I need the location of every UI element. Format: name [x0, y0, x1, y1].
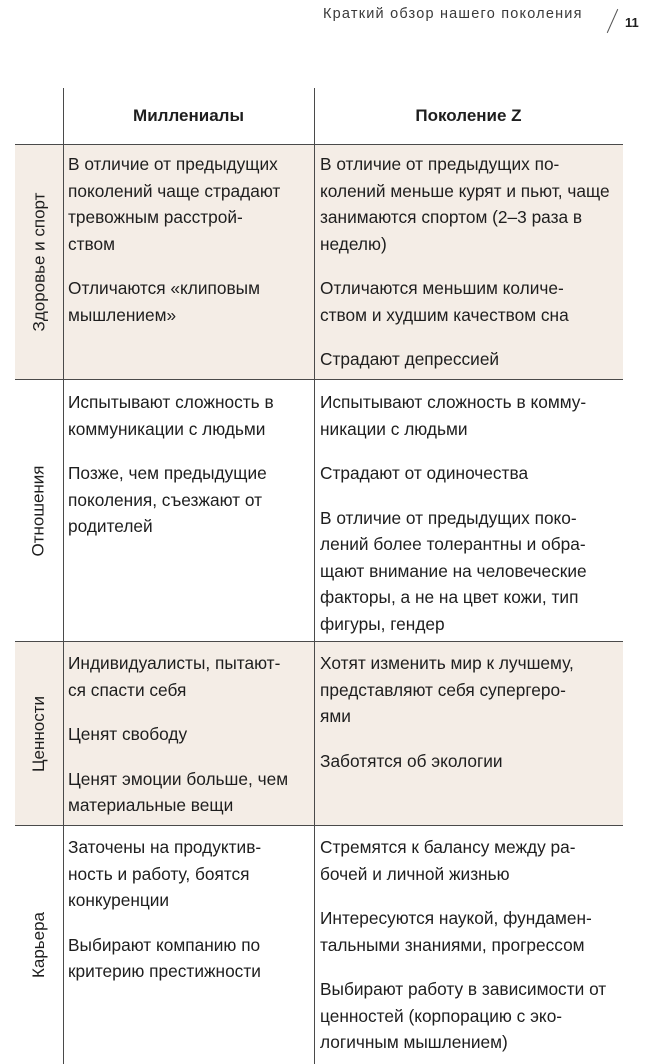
cell-millennials-health [68, 151, 310, 328]
cell-millennials-values [68, 650, 310, 819]
header-slash [607, 9, 618, 33]
row-label-text: Отношения [29, 464, 49, 557]
cell-genz-relationships [320, 389, 620, 637]
grid-line-middle [314, 88, 315, 1064]
row-label-relationships [15, 380, 63, 641]
cell-genz-values [320, 650, 620, 774]
grid-line-row3 [15, 825, 623, 826]
running-title: Краткий обзор нашего поколения [323, 6, 583, 22]
grid-line-category [63, 88, 64, 1064]
cell-text: Заботятся об экологии [320, 750, 503, 771]
cell-text: Отличаются меньшим количе- ством и худшим качеством сна [320, 278, 569, 325]
cell-millennials-career [68, 834, 310, 985]
cell-text: В отличие от предыдущих поко- лений более толерантны и обра- щают внимание на человеческие факторы, а не на цвет кожи, тип фигуры, гендер [320, 507, 587, 634]
grid-line-row2 [15, 641, 623, 642]
cell-millennials-relationships [68, 389, 310, 540]
cell-text: Выбирают компанию по критерию престижности [68, 934, 261, 981]
cell-text: Страдают депрессией [320, 349, 500, 369]
cell-genz-career [320, 834, 620, 1056]
cell-text: Испытывают сложность в комму- никации с людьми [320, 392, 587, 439]
cell-text: Позже, чем предыдущие поколения, съезжают от родителей [68, 463, 267, 536]
column-header-millennials: Миллениалы [133, 106, 244, 125]
cell-genz-health [320, 151, 620, 373]
cell-text: Испытывают сложность в коммуникации с людьми [68, 392, 274, 439]
cell-text: Ценят эмоции больше, чем материальные вещи [68, 768, 289, 815]
column-header-gen-z: Поколение Z [415, 106, 522, 125]
row-label-text: Ценности [29, 695, 49, 772]
cell-text: Выбирают работу в зависимости от ценностей (корпорацию с эко- логичным мышлением) [320, 979, 607, 1052]
row-label-career [15, 826, 63, 1064]
cell-text: Стремятся к балансу между ра- бочей и личной жизнью [320, 837, 576, 884]
cell-text: Заточены на продуктив- ность и работу, боятся конкуренции [68, 837, 262, 910]
row-label-values [15, 642, 63, 825]
grid-line-row1 [15, 379, 623, 380]
row-label-text: Здоровье и спорт [29, 192, 48, 332]
cell-text: Интересуются наукой, фундамен- тальными знаниями, прогрессом [320, 908, 592, 955]
cell-text: Ценят свободу [68, 724, 188, 744]
cell-text: Хотят изменить мир к лучшему, представляют себя супергеро- ями [320, 653, 574, 726]
cell-text: Страдают от одиночества [320, 463, 529, 483]
cell-text: Индивидуалисты, пытают- ся спасти себя [68, 653, 281, 700]
cell-text: Отличаются «клиповым мышлением» [68, 278, 260, 325]
page-number: 11 [625, 15, 639, 30]
cell-text: В отличие от предыдущих поколений чаще страдают тревожным расстрой- ством [68, 154, 281, 254]
row-label-text: Карьера [29, 911, 49, 979]
row-label-health [15, 145, 63, 379]
cell-text: В отличие от предыдущих по- колений меньше курят и пьют, чаще занимаются спортом (2–3 раза в неделю) [320, 154, 610, 254]
grid-line-header [15, 144, 623, 145]
